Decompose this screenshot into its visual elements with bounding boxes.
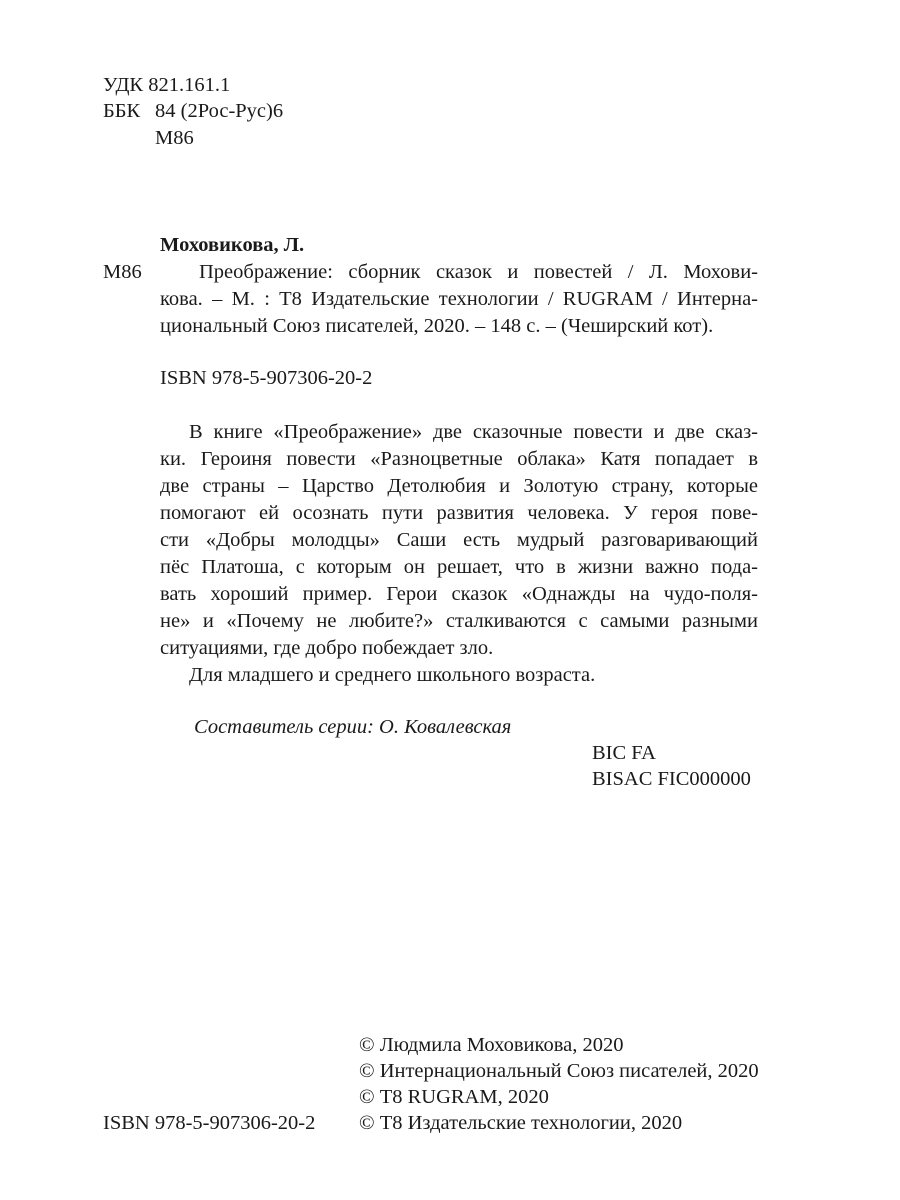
copyright-line: © Людмила Моховикова, 2020 (359, 1034, 624, 1056)
annotation-line: ки. Героиня повести «Разноцветные облака» Катя попадает в (160, 448, 758, 470)
bbk-label: ББК (103, 100, 141, 122)
copyright-line: © Интернациональный Союз писателей, 2020 (359, 1060, 759, 1082)
annotation-line: не» и «Почему не любите?» сталкиваются с самыми разными (160, 610, 758, 632)
bibliography-line-1: Преображение: сборник сказок и повестей / Л. Мохови- (199, 261, 758, 283)
bic-code: BIC FA (592, 742, 656, 764)
annotation-line: В книге «Преображение» две сказочные повести и две сказ- (189, 421, 758, 443)
bbk-code: 84 (2Рос-Рус)6 (155, 100, 284, 122)
entry-isbn: ISBN 978-5-907306-20-2 (160, 367, 373, 389)
bisac-code: BISAC FIC000000 (592, 768, 751, 790)
bibliography-line-2: кова. – М. : Т8 Издательские технологии / RUGRAM / Интерна- (160, 288, 758, 310)
audience-note: Для младшего и среднего школьного возраста. (189, 664, 596, 686)
annotation-line: вать хороший пример. Герои сказок «Однажды на чудо-поля- (160, 583, 758, 605)
entry-mark: М86 (103, 261, 142, 283)
annotation-line: две страны – Царство Детолюбия и Золотую страну, которые (160, 475, 758, 497)
annotation-line: пёс Платоша, с которым он решает, что в жизни важно пода- (160, 556, 758, 578)
copyright-line: © Т8 Издательские технологии, 2020 (359, 1112, 683, 1134)
udk-code: УДК 821.161.1 (103, 74, 231, 96)
annotation-line: ситуациями, где добро побеждает зло. (160, 637, 494, 659)
annotation-line: помогают ей осознать пути развития человека. У героя пове- (160, 502, 758, 524)
copyright-line: © Т8 RUGRAM, 2020 (359, 1086, 549, 1108)
entry-author: Моховикова, Л. (160, 234, 305, 256)
author-mark: М86 (155, 127, 194, 149)
footer-isbn: ISBN 978-5-907306-20-2 (103, 1112, 316, 1134)
bibliography-line-3: циональный Союз писателей, 2020. – 148 с. – (Чеширский кот). (160, 315, 714, 337)
series-compiler: Составитель серии: О. Ковалевская (194, 716, 512, 738)
annotation-line: сти «Добры молодцы» Саши есть мудрый разговаривающий (160, 529, 758, 551)
